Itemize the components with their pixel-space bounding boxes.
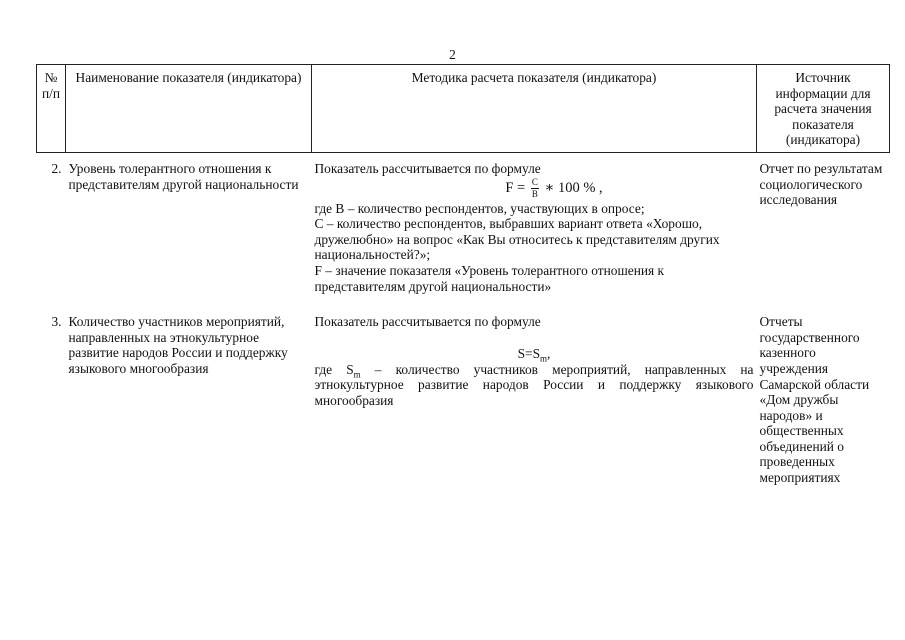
row-number: 3. bbox=[51, 314, 62, 330]
indicator-name: Уровень толерантного отношения к представителям другой национальности bbox=[68, 160, 299, 192]
row-number: 2. bbox=[51, 160, 62, 176]
method-subscript: m bbox=[353, 369, 361, 380]
page-number: 2 bbox=[449, 47, 456, 62]
formula bbox=[315, 177, 754, 199]
formula-denominator: B bbox=[531, 188, 538, 199]
method-intro: Показатель рассчитывается по формуле bbox=[314, 314, 541, 330]
header-number: № п/п bbox=[37, 65, 66, 153]
formula-numerator: C bbox=[531, 176, 538, 187]
method-line: F – значение показателя «Уровень толерантного отношения к представителям другой национальности» bbox=[314, 262, 665, 294]
formula-tail: , bbox=[547, 345, 551, 361]
formula bbox=[315, 346, 754, 362]
information-source: Отчет по результатам социологического исследования bbox=[759, 160, 883, 208]
method-rest: – количество участников мероприятий, направленных на этнокультурное развитие народов России и поддержку языкового многообразия bbox=[314, 361, 754, 408]
table-row bbox=[37, 152, 890, 308]
information-source: Отчеты государственного казенного учреждения Самарской области «Дом дружбы народов» и общественных объединений о проведенных мероприятиях bbox=[759, 314, 870, 486]
method-line: где В – количество респондентов, участвующих в опросе; bbox=[314, 200, 645, 216]
method-pre: где S bbox=[314, 361, 354, 377]
method-line: С – количество респондентов, выбравших вариант ответа «Хорошо, дружелюбно» на вопрос «Как Вы относитесь к представителям других национальностей?»; bbox=[314, 216, 720, 263]
formula-lhs: S=S bbox=[517, 345, 541, 361]
calculation-method bbox=[312, 152, 757, 308]
header-indicator-name: Наименование показателя (индикатора) bbox=[66, 65, 312, 153]
formula-rhs: ∗ 100 % , bbox=[544, 179, 603, 196]
table-row bbox=[37, 308, 890, 486]
formula-fraction bbox=[531, 178, 539, 199]
indicator-name: Количество участников мероприятий, направленных на этнокультурное развитие народов России и поддержку языкового многообразия bbox=[68, 314, 288, 376]
indicator-table bbox=[36, 64, 889, 486]
header-calculation-method: Методика расчета показателя (индикатора) bbox=[312, 65, 757, 153]
table-header-row bbox=[37, 65, 890, 153]
formula-subscript: m bbox=[540, 353, 548, 364]
method-intro: Показатель рассчитывается по формуле bbox=[314, 160, 541, 176]
formula-lhs: F = bbox=[505, 179, 526, 196]
header-information-source: Источник информации для расчета значения показателя (индикатора) bbox=[757, 65, 890, 153]
calculation-method bbox=[312, 308, 757, 486]
method-line bbox=[315, 362, 754, 409]
